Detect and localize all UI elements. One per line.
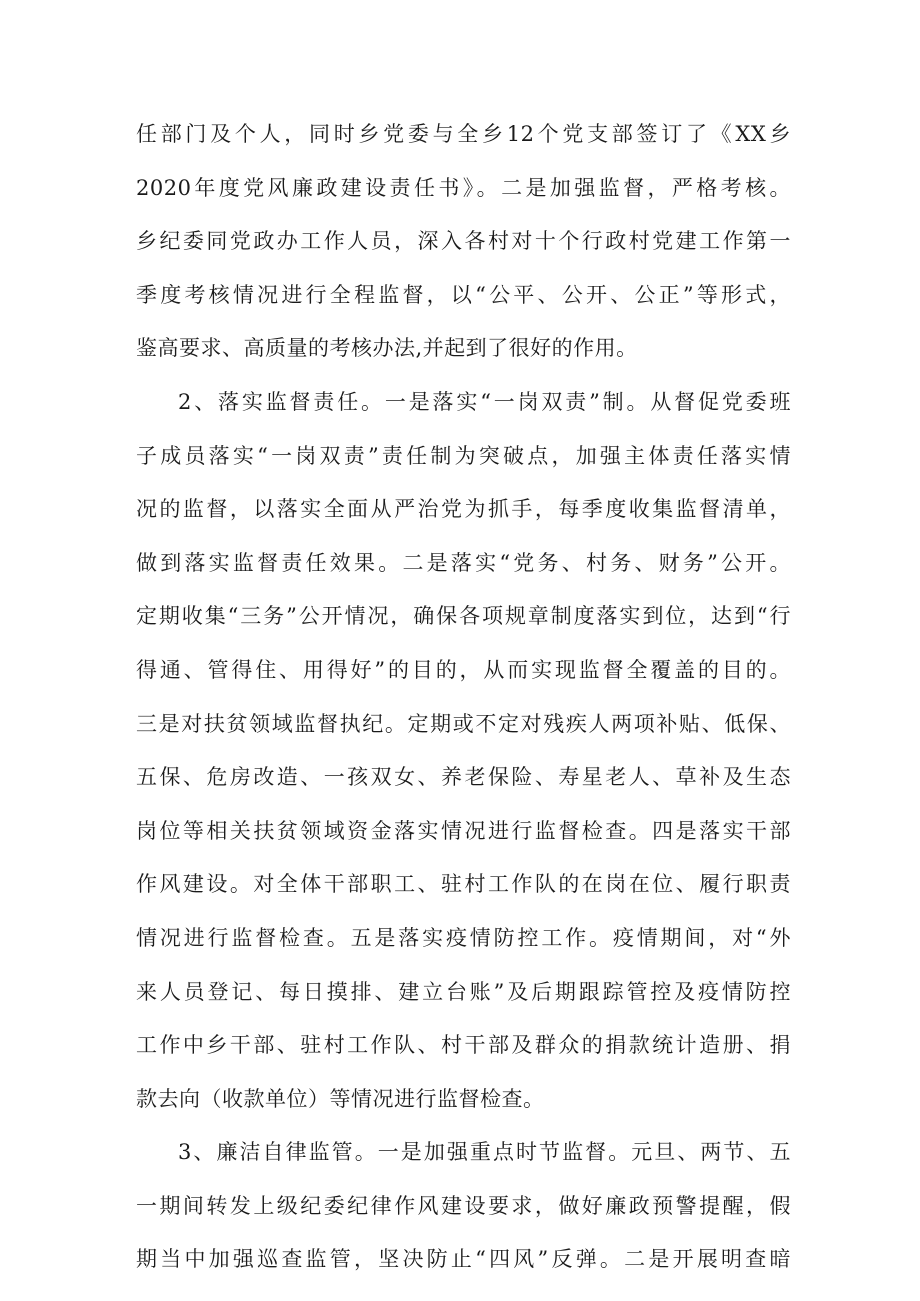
text-line: 三是对扶贫领域监督执纪。定期或不定对残疾人两项补贴、低保、 bbox=[136, 711, 791, 736]
text-line: 乡纪委同党政办工作人员，深入各村对十个行政村党建工作第一 bbox=[136, 229, 791, 254]
text-line: 定期收集“三务”公开情况，确保各项规章制度落实到位，达到“行 bbox=[136, 604, 791, 629]
text-line: 2、落实监督责任。一是落实“一岗双责”制。从督促党委班 bbox=[178, 389, 791, 414]
text-line: 子成员落实“一岗双责”责任制为突破点，加强主体责任落实情 bbox=[136, 443, 791, 468]
text-line: 期当中加强巡查监管，坚决防止“四风”反弹。二是开展明查暗 bbox=[136, 1247, 791, 1272]
text-line: 任部门及个人，同时乡党委与全乡12个党支部签订了《XX乡 bbox=[136, 122, 791, 146]
text-line: 五保、危房改造、一孩双女、养老保险、寿星老人、草补及生态 bbox=[136, 765, 791, 790]
text-line: 工作中乡干部、驻村工作队、村干部及群众的捐款统计造册、捐 bbox=[136, 1033, 791, 1058]
text-line: 情况进行监督检查。五是落实疫情防控工作。疫情期间，对“外 bbox=[136, 925, 791, 950]
text-line: 况的监督，以落实全面从严治党为抓手，每季度收集监督清单， bbox=[136, 497, 791, 522]
text-line: 款去向（收款单位）等情况进行监督检查。 bbox=[136, 1086, 545, 1111]
text-line: 2020年度党风廉政建设责任书》。二是加强监督，严格考核。 bbox=[136, 175, 791, 200]
text-line: 作风建设。对全体干部职工、驻村工作队的在岗在位、履行职责 bbox=[136, 872, 791, 897]
text-line: 来人员登记、每日摸排、建立台账”及后期跟踪管控及疫情防控 bbox=[136, 979, 791, 1004]
text-line: 鉴高要求、高质量的考核办法,并起到了很好的作用。 bbox=[136, 336, 638, 361]
text-line: 得通、管得住、用得好”的目的，从而实现监督全覆盖的目的。 bbox=[136, 657, 791, 682]
text-line: 做到落实监督责任效果。二是落实“党务、村务、财务”公开。 bbox=[136, 550, 791, 575]
document-body bbox=[136, 108, 791, 1287]
text-line: 季度考核情况进行全程监督，以“公平、公开、公正”等形式， bbox=[136, 282, 791, 307]
text-line: 3、廉洁自律监管。一是加强重点时节监督。元旦、两节、五 bbox=[178, 1140, 791, 1165]
text-line: 一期间转发上级纪委纪律作风建设要求，做好廉政预警提醒，假 bbox=[136, 1193, 791, 1218]
text-line: 岗位等相关扶贫领域资金落实情况进行监督检查。四是落实干部 bbox=[136, 818, 791, 843]
